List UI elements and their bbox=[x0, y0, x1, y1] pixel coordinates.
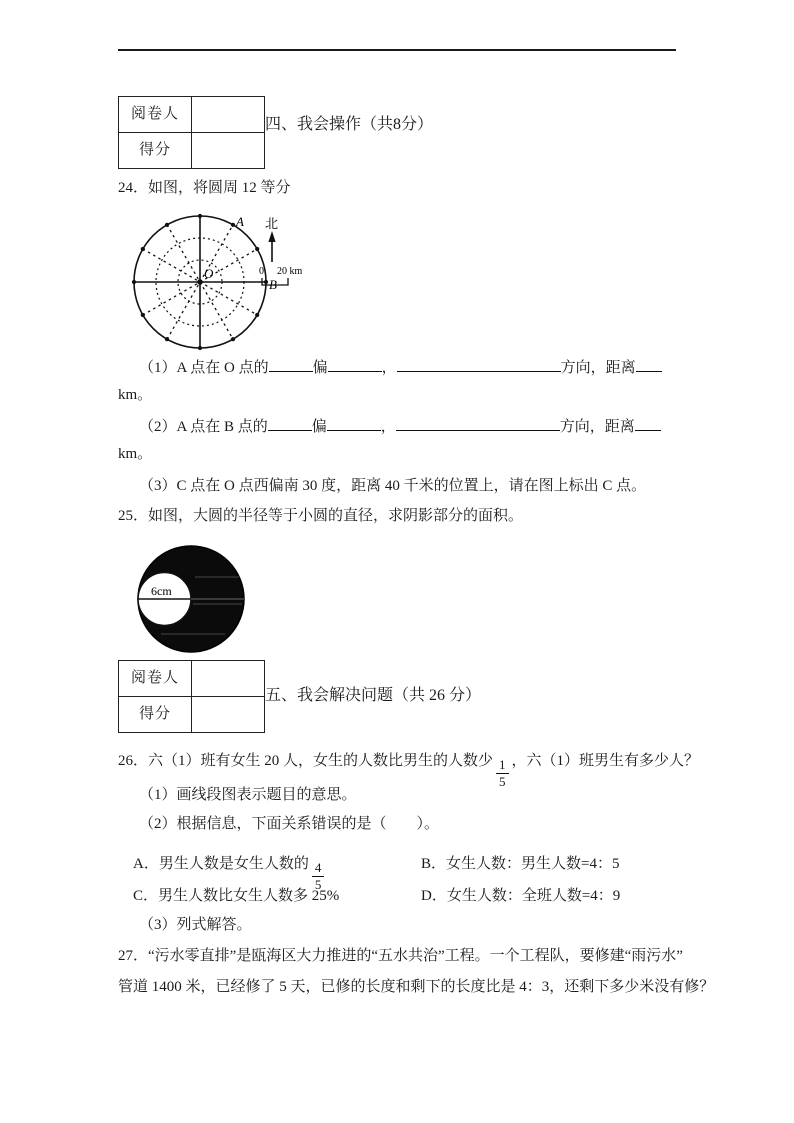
sub2-comma: ， bbox=[380, 419, 396, 435]
compass-rose-diagram bbox=[125, 210, 320, 355]
score-label: 得分 bbox=[119, 697, 192, 732]
question-24-sub1-unit: km。 bbox=[118, 387, 153, 403]
fraction-denominator: 5 bbox=[496, 773, 509, 789]
point-label-b: B bbox=[269, 277, 277, 292]
question-26-sub1: （1）画线段图表示题目的意思。 bbox=[139, 787, 357, 803]
question-27-line1: 27．“污水零直排”是瓯海区大力推进的“五水共治”工程。一个工程队，要修建“雨污水” bbox=[118, 948, 683, 964]
sub1-pian: 偏 bbox=[312, 360, 328, 376]
option-c: C．男生人数比女生人数多 25% bbox=[133, 888, 340, 904]
q26-pre: 26．六（1）班有女生 20 人，女生的人数比男生的人数少 bbox=[118, 753, 494, 769]
grader-value-cell bbox=[192, 661, 264, 697]
answer-blank bbox=[396, 415, 560, 431]
q26-post: ，六（1）班男生有多少人？ bbox=[511, 753, 700, 769]
question-24-text: 24．如图，将圆周 12 等分 bbox=[118, 180, 291, 196]
section-4-title: 四、我会操作（共8分） bbox=[265, 116, 434, 133]
grader-label: 阅卷人 bbox=[119, 97, 192, 133]
answer-blank bbox=[268, 415, 312, 431]
question-26-sub2: （2）根据信息，下面关系错误的是（ ）。 bbox=[139, 816, 440, 832]
grader-score-box-1 bbox=[118, 96, 265, 169]
fraction-denominator: 5 bbox=[312, 876, 325, 892]
question-27-line2: 管道 1400 米，已经修了 5 天，已修的长度和剩下的长度比是 4：3，还剩下多少米没有修？ bbox=[118, 979, 715, 995]
grader-value-cell bbox=[192, 97, 264, 133]
option-d: D．女生人数：全班人数=4：9 bbox=[421, 888, 621, 904]
north-arrow-head bbox=[268, 231, 275, 242]
sub1-lead: （1）A 点在 O 点的 bbox=[139, 360, 269, 376]
center-label-o: O bbox=[204, 266, 214, 281]
answer-blank bbox=[397, 356, 561, 372]
question-26-sub3: （3）列式解答。 bbox=[139, 917, 252, 933]
score-value-cell bbox=[192, 133, 264, 168]
header-divider bbox=[118, 49, 676, 51]
point-label-a: A bbox=[236, 214, 244, 229]
question-24-sub1 bbox=[118, 356, 699, 378]
option-a bbox=[133, 855, 327, 891]
fraction-one-fifth bbox=[496, 758, 509, 788]
sub2-pian: 偏 bbox=[311, 419, 327, 435]
sub1-tail: 方向，距离 bbox=[560, 360, 636, 376]
option-b: B．女生人数：男生人数=4：5 bbox=[421, 856, 620, 872]
sub1-comma: ， bbox=[381, 360, 397, 376]
answer-blank bbox=[327, 415, 381, 431]
center-dot bbox=[197, 279, 203, 285]
question-24-sub3: （3）C 点在 O 点西偏南 30 度，距离 40 千米的位置上，请在图上标出 C 点。 bbox=[139, 478, 647, 494]
grader-label: 阅卷人 bbox=[119, 661, 192, 697]
north-label: 北 bbox=[265, 216, 279, 231]
answer-blank bbox=[635, 415, 661, 431]
sub2-tail: 方向，距离 bbox=[559, 419, 635, 435]
sub2-lead: （2）A 点在 B 点的 bbox=[139, 419, 268, 435]
option-a-text: A．男生人数是女生人数的 bbox=[133, 856, 309, 872]
fraction-numerator: 1 bbox=[499, 757, 506, 772]
radius-measure-label: 6cm bbox=[151, 584, 172, 598]
section-5-title: 五、我会解决问题（共 26 分） bbox=[265, 687, 482, 704]
grader-score-box-2 bbox=[118, 660, 265, 733]
question-26-text bbox=[118, 752, 699, 788]
answer-blank bbox=[636, 356, 662, 372]
shaded-circles-diagram bbox=[135, 542, 247, 656]
answer-blank bbox=[328, 356, 382, 372]
answer-blank bbox=[269, 356, 313, 372]
question-24-sub2 bbox=[118, 415, 699, 437]
score-label: 得分 bbox=[119, 133, 192, 168]
score-value-cell bbox=[192, 697, 264, 732]
question-24-sub2-unit: km。 bbox=[118, 446, 153, 462]
fraction-numerator: 4 bbox=[314, 860, 322, 875]
scale-zero-label: 0 bbox=[259, 266, 264, 277]
question-25-text: 25．如图，大圆的半径等于小圆的直径，求阴影部分的面积。 bbox=[118, 508, 524, 524]
scale-distance-label: 20 km bbox=[277, 266, 303, 277]
